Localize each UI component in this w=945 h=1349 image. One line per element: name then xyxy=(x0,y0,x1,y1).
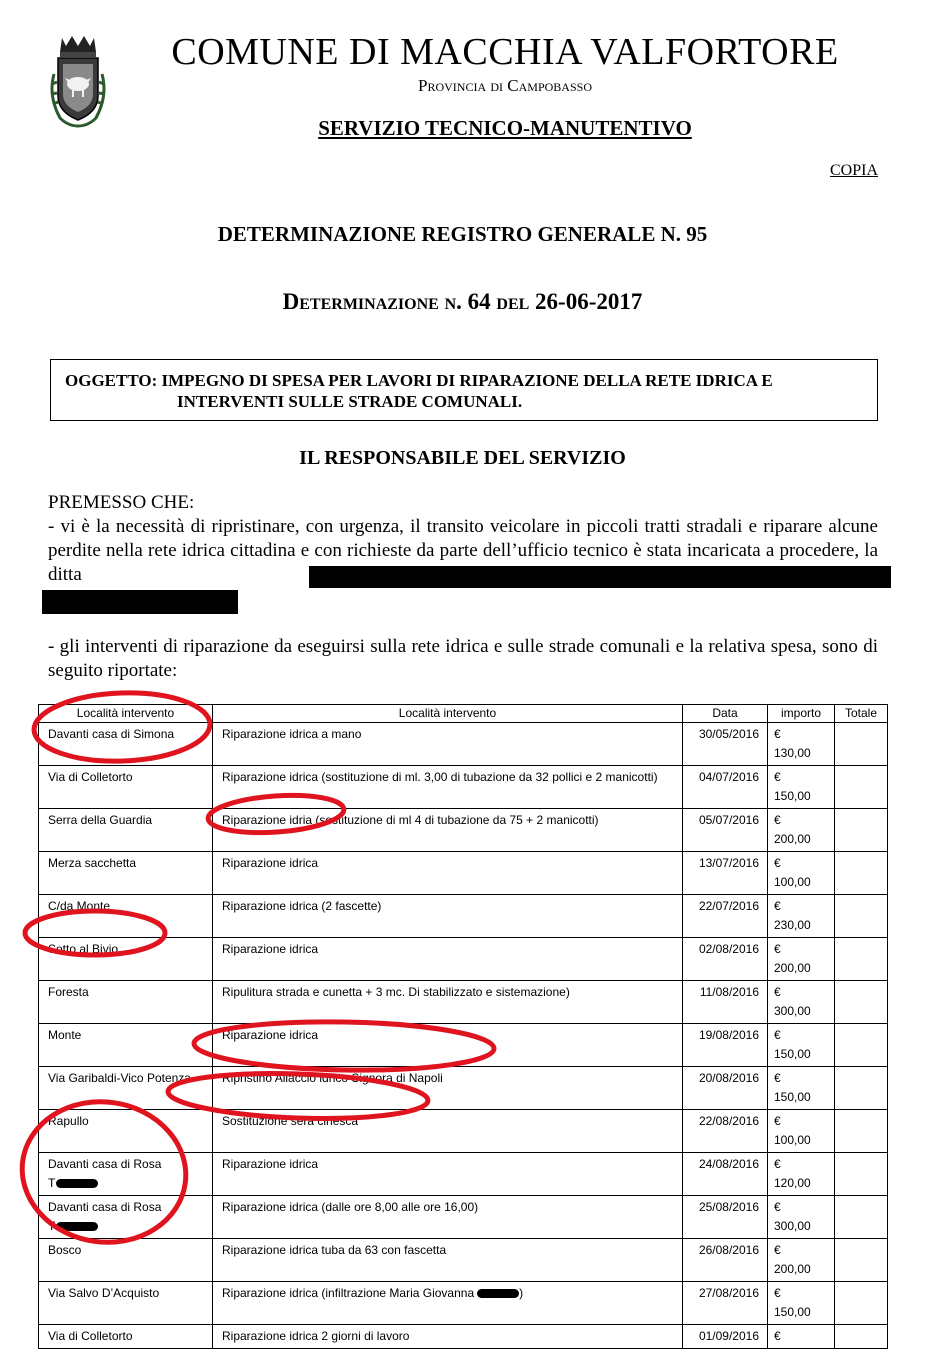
table-row xyxy=(39,895,888,938)
description-cell xyxy=(213,809,683,852)
location-text: C/da Monte xyxy=(48,899,111,913)
table-row xyxy=(39,1282,888,1325)
total-cell xyxy=(835,1325,888,1349)
location-cell xyxy=(39,766,213,809)
description-cell xyxy=(213,766,683,809)
description-text: Riparazione idrica xyxy=(222,1028,319,1042)
description-text: Ripulitura strada e cunetta + 3 mc. Di stabilizzato e sistemazione) xyxy=(222,985,570,999)
amount-cell xyxy=(768,723,835,766)
currency-symbol: € xyxy=(774,856,781,870)
amount-value: 300,00 xyxy=(774,1219,811,1233)
total-cell xyxy=(835,895,888,938)
table-row xyxy=(39,981,888,1024)
description-cell xyxy=(213,852,683,895)
location-text: Via di Colletorto xyxy=(48,1329,133,1343)
total-cell xyxy=(835,723,888,766)
redaction-mark xyxy=(56,1179,98,1188)
amount-value: 200,00 xyxy=(774,832,811,846)
premesso-heading: PREMESSO CHE: xyxy=(48,492,195,513)
currency-symbol: € xyxy=(774,727,781,741)
table-row xyxy=(39,1239,888,1282)
date-cell: 04/07/2016 xyxy=(683,766,768,809)
description-text: Riparazione idrica xyxy=(222,1157,319,1171)
amount-value: 150,00 xyxy=(774,1305,811,1319)
date-cell: 19/08/2016 xyxy=(683,1024,768,1067)
province-subtitle: Provincia di Campobasso xyxy=(418,76,592,95)
amount-value: 120,00 xyxy=(774,1176,811,1190)
description-cell xyxy=(213,1067,683,1110)
registry-heading: DETERMINAZIONE REGISTRO GENERALE N. 95 xyxy=(217,222,708,246)
subject-text-2: INTERVENTI SULLE STRADE COMUNALI. xyxy=(177,392,523,411)
amount-cell xyxy=(768,1196,835,1239)
amount-value: 230,00 xyxy=(774,918,811,932)
location-cell xyxy=(39,938,213,981)
amount-cell xyxy=(768,852,835,895)
amount-cell xyxy=(768,895,835,938)
total-cell xyxy=(835,1110,888,1153)
currency-symbol: € xyxy=(774,813,781,827)
location-text: Via di Colletorto xyxy=(48,770,133,784)
location-text: Davanti casa di Simona xyxy=(48,727,175,741)
table-row xyxy=(39,938,888,981)
location-cell xyxy=(39,852,213,895)
total-cell xyxy=(835,1282,888,1325)
description-cell xyxy=(213,1153,683,1196)
amount-cell xyxy=(768,1024,835,1067)
location-cell xyxy=(39,1067,213,1110)
currency-symbol: € xyxy=(774,899,781,913)
date-cell: 01/09/2016 xyxy=(683,1325,768,1349)
amount-value: 130,00 xyxy=(774,746,811,760)
subject-line-1 xyxy=(65,370,865,391)
currency-symbol: € xyxy=(774,770,781,784)
description-text: Riparazione idrica a mano xyxy=(222,727,362,741)
total-cell xyxy=(835,1239,888,1282)
date-cell: 11/08/2016 xyxy=(683,981,768,1024)
amount-value: 150,00 xyxy=(774,1047,811,1061)
description-text: Riparazione idrica (sostituzione di ml. 3,00 di tubazione da 32 pollici e 2 manicotti) xyxy=(222,770,658,784)
location-text: Bosco xyxy=(48,1243,82,1257)
currency-symbol: € xyxy=(774,985,781,999)
description-cell xyxy=(213,981,683,1024)
description-cell xyxy=(213,1196,683,1239)
table-row xyxy=(39,1024,888,1067)
location-cell xyxy=(39,1239,213,1282)
currency-symbol: € xyxy=(774,1028,781,1042)
location-text: Serra della Guardia xyxy=(48,813,153,827)
table-header-row xyxy=(39,705,888,723)
date-cell: 25/08/2016 xyxy=(683,1196,768,1239)
location-cell xyxy=(39,895,213,938)
currency-symbol: € xyxy=(774,1157,781,1171)
amount-cell xyxy=(768,1110,835,1153)
redaction-bar xyxy=(309,566,891,588)
total-cell xyxy=(835,1196,888,1239)
redaction-bar xyxy=(42,590,238,614)
total-cell xyxy=(835,938,888,981)
redaction-mark xyxy=(56,1222,98,1231)
location-text: Davanti casa di Rosa xyxy=(48,1157,162,1171)
amount-value: 150,00 xyxy=(774,1090,811,1104)
date-cell: 20/08/2016 xyxy=(683,1067,768,1110)
amount-value: 100,00 xyxy=(774,875,811,889)
amount-value: 300,00 xyxy=(774,1004,811,1018)
subject-text-1: IMPEGNO DI SPESA PER LAVORI DI RIPARAZIONE DELLA RETE IDRICA E xyxy=(161,371,773,390)
description-cell: Riparazione idrica (infiltrazione Maria Giovanna ) xyxy=(213,1282,683,1325)
location-text: Davanti casa di Rosa xyxy=(48,1200,162,1214)
amount-cell xyxy=(768,1153,835,1196)
column-header: Totale xyxy=(835,705,888,723)
amount-cell xyxy=(768,938,835,981)
currency-symbol: € xyxy=(774,942,781,956)
redaction-mark xyxy=(477,1289,519,1298)
currency-symbol: € xyxy=(774,1200,781,1214)
location-text: Rapullo xyxy=(48,1114,89,1128)
date-cell: 27/08/2016 xyxy=(683,1282,768,1325)
amount-cell xyxy=(768,1325,835,1349)
description-text: Riparazione idria (sostituzione di ml 4 di tubazione da 75 + 2 manicotti) xyxy=(222,813,599,827)
total-cell xyxy=(835,809,888,852)
location-text-cont: T xyxy=(48,1176,56,1190)
location-text: Monte xyxy=(48,1028,82,1042)
description-text: Riparazione idrica (infiltrazione Maria Giovanna xyxy=(222,1286,475,1300)
location-text: Via Garibaldi-Vico Potenza xyxy=(48,1071,191,1085)
municipality-title: COMUNE DI MACCHIA VALFORTORE xyxy=(171,31,839,73)
location-text: Merza sacchetta xyxy=(48,856,137,870)
date-cell: 02/08/2016 xyxy=(683,938,768,981)
amount-cell xyxy=(768,809,835,852)
location-text-cont: T xyxy=(48,1219,56,1233)
table-row xyxy=(39,766,888,809)
description-cell xyxy=(213,1325,683,1349)
subject-label: OGGETTO: xyxy=(65,371,158,390)
location-text: Via Salvo D’Acquisto xyxy=(48,1286,160,1300)
description-text: Sostituzione sera cinesca xyxy=(222,1114,359,1128)
date-cell: 05/07/2016 xyxy=(683,809,768,852)
column-header: Località intervento xyxy=(39,705,213,723)
total-cell xyxy=(835,981,888,1024)
table-row xyxy=(39,1196,888,1239)
paragraph-interventions: - gli interventi di riparazione da eseguirsi sulla rete idrica e sulle strade comunali e la relativa spesa, sono di seguito riportate: xyxy=(48,636,878,681)
column-header: Località intervento xyxy=(213,705,683,723)
column-header: Data xyxy=(683,705,768,723)
description-text: Riparazione idrica (dalle ore 8,00 alle ore 16,00) xyxy=(222,1200,479,1214)
location-cell xyxy=(39,981,213,1024)
currency-symbol: € xyxy=(774,1114,781,1128)
column-header: importo xyxy=(768,705,835,723)
location-cell xyxy=(39,1196,213,1239)
amount-value: 150,00 xyxy=(774,789,811,803)
amount-cell xyxy=(768,1239,835,1282)
date-cell: 24/08/2016 xyxy=(683,1153,768,1196)
table-row xyxy=(39,852,888,895)
date-cell: 13/07/2016 xyxy=(683,852,768,895)
determination-heading: Determinazione n. 64 del 26-06-2017 xyxy=(282,289,643,314)
description-text: Riparazione idrica (2 fascette) xyxy=(222,899,382,913)
total-cell xyxy=(835,852,888,895)
subject-box xyxy=(50,359,878,421)
description-text: Riparazione idrica tuba da 63 con fascetta xyxy=(222,1243,447,1257)
total-cell xyxy=(835,1024,888,1067)
description-cell xyxy=(213,723,683,766)
table-body xyxy=(39,723,888,1349)
currency-symbol: € xyxy=(774,1243,781,1257)
description-cell xyxy=(213,938,683,981)
copy-label: COPIA xyxy=(829,162,878,179)
location-cell xyxy=(39,1282,213,1325)
description-text: Riparazione idrica xyxy=(222,942,319,956)
table-row xyxy=(39,1067,888,1110)
table-row xyxy=(39,1325,888,1349)
description-text: Riparazione idrica xyxy=(222,856,319,870)
responsible-heading: IL RESPONSABILE DEL SERVIZIO xyxy=(299,447,626,469)
total-cell xyxy=(835,1067,888,1110)
location-cell xyxy=(39,1153,213,1196)
description-cell xyxy=(213,1024,683,1067)
date-cell: 22/08/2016 xyxy=(683,1110,768,1153)
amount-value: 200,00 xyxy=(774,1262,811,1276)
description-cell xyxy=(213,1110,683,1153)
currency-symbol: € xyxy=(774,1071,781,1085)
amount-value: 100,00 xyxy=(774,1133,811,1147)
table-row xyxy=(39,723,888,766)
date-cell: 22/07/2016 xyxy=(683,895,768,938)
service-heading: SERVIZIO TECNICO-MANUTENTIVO xyxy=(318,116,692,140)
amount-cell xyxy=(768,1282,835,1325)
amount-cell xyxy=(768,766,835,809)
description-cell xyxy=(213,1239,683,1282)
date-cell: 26/08/2016 xyxy=(683,1239,768,1282)
currency-symbol: € xyxy=(774,1329,781,1343)
amount-cell xyxy=(768,1067,835,1110)
location-cell xyxy=(39,809,213,852)
description-cell xyxy=(213,895,683,938)
total-cell xyxy=(835,1153,888,1196)
table-row xyxy=(39,809,888,852)
location-text: Sotto al Bivio xyxy=(48,942,119,956)
interventions-table xyxy=(38,704,888,1349)
table-row xyxy=(39,1153,888,1196)
location-text: Foresta xyxy=(48,985,89,999)
date-cell: 30/05/2016 xyxy=(683,723,768,766)
municipal-crest-icon xyxy=(48,34,108,130)
amount-value: 200,00 xyxy=(774,961,811,975)
location-cell xyxy=(39,723,213,766)
description-text: Ripristino Allaccio idrico Signora di Napoli xyxy=(222,1071,443,1085)
location-cell xyxy=(39,1325,213,1349)
table-row xyxy=(39,1110,888,1153)
paragraph-necessity: - vi è la necessità di ripristinare, con urgenza, il transito veicolare in piccoli tratti stradali e riparare alcune perdite nella rete idrica cittadina e con richieste da parte dell’ufficio tecnico è stata incaricata a procedere, la ditta xyxy=(48,516,878,585)
location-cell xyxy=(39,1110,213,1153)
currency-symbol: € xyxy=(774,1286,781,1300)
location-cell xyxy=(39,1024,213,1067)
amount-cell xyxy=(768,981,835,1024)
total-cell xyxy=(835,766,888,809)
description-text: Riparazione idrica 2 giorni di lavoro xyxy=(222,1329,410,1343)
